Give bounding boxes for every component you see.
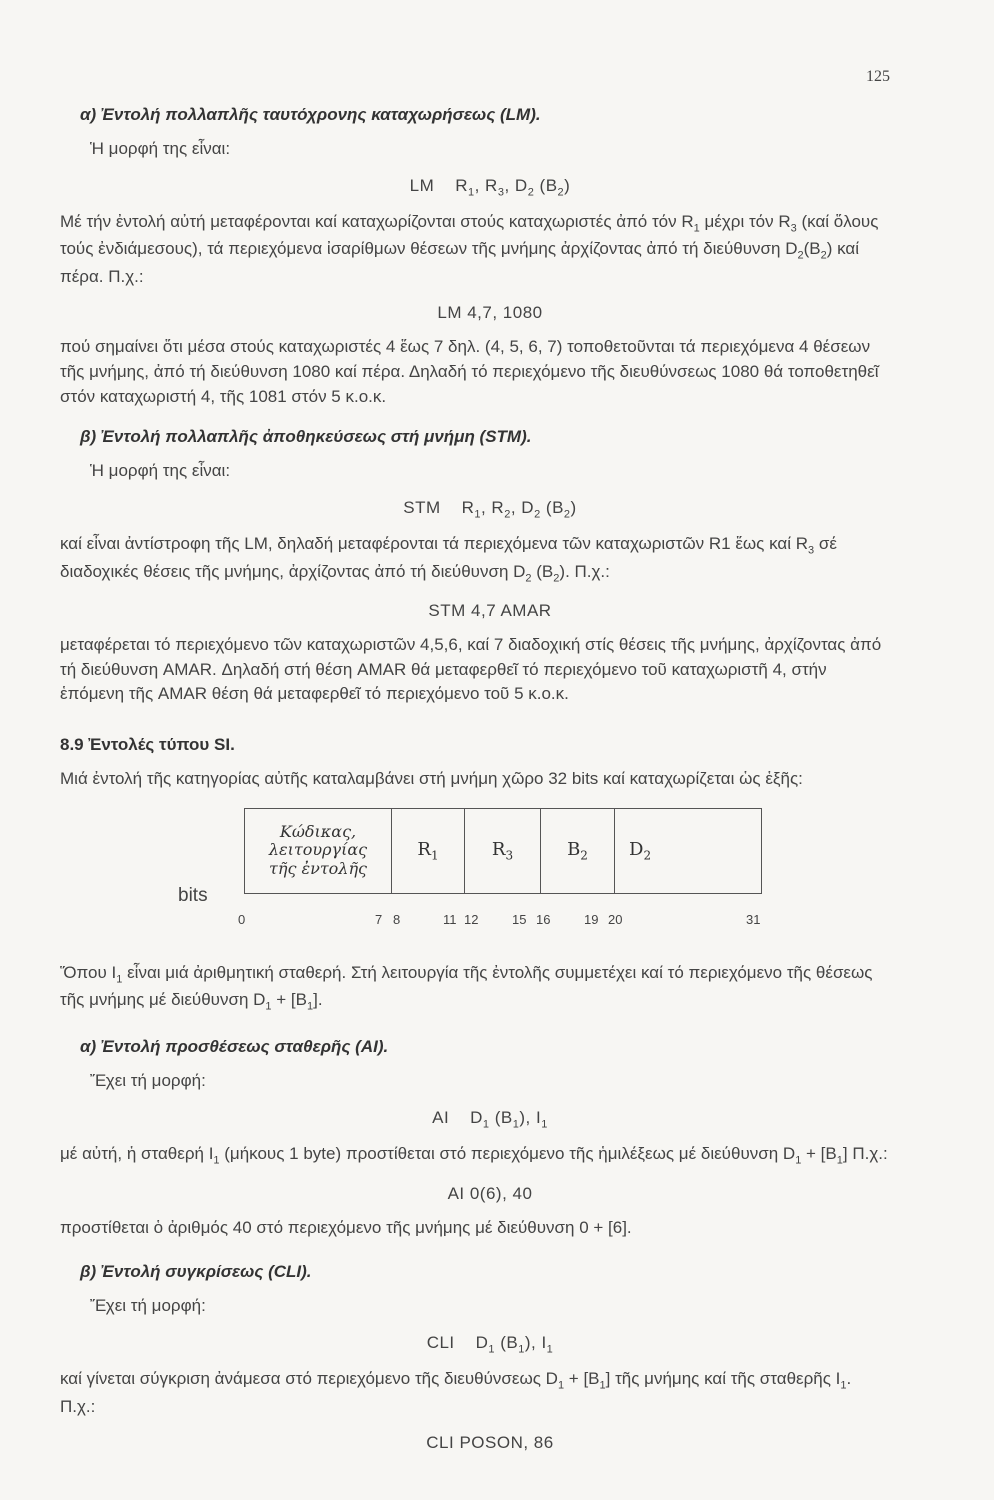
- si-section-heading: 8.9 Ἐντολές τύπου SI.: [60, 734, 235, 754]
- ai-heading: α) Ἐντολή προσθέσεως σταθερῆς (AI).: [80, 1037, 389, 1057]
- lm-heading: α) Ἐντολή πολλαπλῆς ταυτόχρονης καταχωρήσεως (LM).: [80, 105, 541, 124]
- stm-paragraph: καί εἶναι ἀντίστροφη τῆς LM, δηλαδή μεταφέρονται τά περιεχόμενα τῶν καταχωριστῶν R1 ἕως καί $R_3$ σέ διαδοχικές θέσεις τῆς μνήμης, ἀρχίζοντας ἀπό τή διεύθυνση $D_2$ $(B_2)$. Π.χ.:: [60, 534, 837, 584]
- lm-explanation: πού σημαίνει ὅτι μέσα στούς καταχωριστές 4 ἕως 7 δηλ. (4, 5, 6, 7) τοποθετοῦνται τά περιεχόμενα 4 θέσεων τῆς μνήμης, ἀπό τή διεύθυνση 1080 καί πέρα. Δηλαδή τό περιεχόμενο τῆς διευθύνσεως 1080 θά τοποθετηθεῖ στόν καταχωριστή 4, τῆς 1081 στόν 5 κ.ο.κ.: [60, 337, 879, 406]
- lm-form-intro: Ἡ μορφή της εἶναι:: [90, 139, 231, 158]
- bits-label: bits: [178, 884, 208, 906]
- si-field-table: [244, 808, 762, 894]
- ai-format: AI $D_1$ $(B_1)$, $I_1$: [432, 1107, 548, 1131]
- ai-explanation: προστίθεται ὁ ἀριθμός 40 στό περιεχόμενο τῆς μνήμης μέ διεύθυνση 0 + [6].: [60, 1217, 632, 1237]
- field-r3: $R_3$: [465, 808, 541, 893]
- stm-explanation: μεταφέρεται τό περιεχόμενο τῶν καταχωριστῶν 4,5,6, καί 7 διαδοχική στίς θέσεις τῆς μνήμης, ἀρχίζοντας ἀπό τή διεύθυνση AMAR. Δηλαδή στή θέση AMAR θά μεταφερθεῖ τό περιεχόμενο τοῦ καταχωριστῆ 4, στήν ἑπόμενη τῆς AMAR θέση θά μεταφερθεῖ τό περιεχόμενο τοῦ 5 κ.ο.κ.: [60, 634, 882, 704]
- ai-form-intro: Ἔχει τή μορφή:: [90, 1071, 206, 1091]
- bit-position: 0: [238, 911, 246, 927]
- lm-paragraph: Μέ τήν ἐντολή αὐτή μεταφέρονται καί καταχωρίζονται στούς καταχωριστές ἀπό τόν $R_1$ μέχρι τόν $R_3$ (καί ὅλους τούς ἐνδιάμεσους), τά περιεχόμενα ἰσαρίθμων θέσεων τῆς μνήμης ἀρχίζοντας ἀπό τή διεύθυνση $D_2(B_2)$ καί πέρα. Π.χ.:: [60, 212, 879, 286]
- ai-paragraph: μέ αὐτή, ἡ σταθερή $I_1$ (μήκους 1 byte) προστίθεται στό περιεχόμενο τῆς ἡμιλέξεως μέ διεύθυνση $D_1 + [B_1]$ Π.χ.:: [60, 1144, 888, 1167]
- si-format-diagram: [90, 808, 890, 943]
- stm-example: STM 4,7 AMAR: [428, 600, 552, 620]
- si-intro: Μιά ἐντολή τῆς κατηγορίας αὐτῆς καταλαμβάνει στή μνήμη χῶρο 32 bits καί καταχωρίζεται ὡς ἑξῆς:: [60, 768, 803, 788]
- cli-heading: β) Ἐντολή συγκρίσεως (CLI).: [80, 1262, 312, 1282]
- lm-format: LM $R_1$, $R_3$, $D_2$ $(B_2)$: [409, 175, 571, 199]
- field-b2: $B_2$: [541, 808, 615, 893]
- page-number: 125: [866, 68, 890, 85]
- bit-position: 20: [608, 911, 623, 927]
- cli-paragraph: καί γίνεται σύγκριση ἀνάμεσα στό περιεχόμενο τῆς διευθύνσεως $D_1 + [B_1]$ τῆς μνήμης καί τῆς σταθερῆς $I_1$. Π.χ.:: [60, 1369, 852, 1416]
- opcode-field: Κώδικας, λειτουργίας τῆς ἐντολῆς: [245, 808, 392, 893]
- bit-position: 31: [746, 911, 761, 927]
- stm-format: STM $R_1$, $R_2$, $D_2$ $(B_2)$: [403, 497, 577, 521]
- stm-form-intro: Ἡ μορφή της εἶναι:: [90, 461, 231, 481]
- bit-position: 12: [464, 911, 479, 927]
- bit-position: 16: [536, 911, 551, 927]
- bit-position: 15: [512, 911, 527, 927]
- field-r1: $R_1$: [392, 808, 465, 893]
- lm-example: LM 4,7, 1080: [437, 303, 543, 323]
- stm-heading: β) Ἐντολή πολλαπλῆς ἀποθηκεύσεως στή μνήμη (STM).: [80, 427, 532, 447]
- bit-position: 19: [584, 911, 599, 927]
- cli-format: CLI $D_1$ $(B_1)$, $I_1$: [426, 1332, 554, 1356]
- bit-position: 11: [443, 911, 457, 927]
- cli-example: CLI POSON, 86: [426, 1433, 554, 1453]
- bit-position: 8: [393, 911, 401, 927]
- si-explanation: Ὅπου $I_1$ εἶναι μιά ἀριθμητική σταθερή. Στή λειτουργία τῆς ἐντολῆς συμμετέχει καί τό περιεχόμενο τῆς θέσεως τῆς μνήμης μέ διεύθυνση $D_1 + [B_1]$.: [60, 962, 873, 1013]
- field-d2: $D_2$: [615, 808, 762, 893]
- bit-position: 7: [375, 911, 383, 927]
- cli-form-intro: Ἔχει τή μορφή:: [90, 1296, 206, 1316]
- page-content: [60, 105, 890, 1465]
- ai-example: AI 0(6), 40: [447, 1183, 533, 1203]
